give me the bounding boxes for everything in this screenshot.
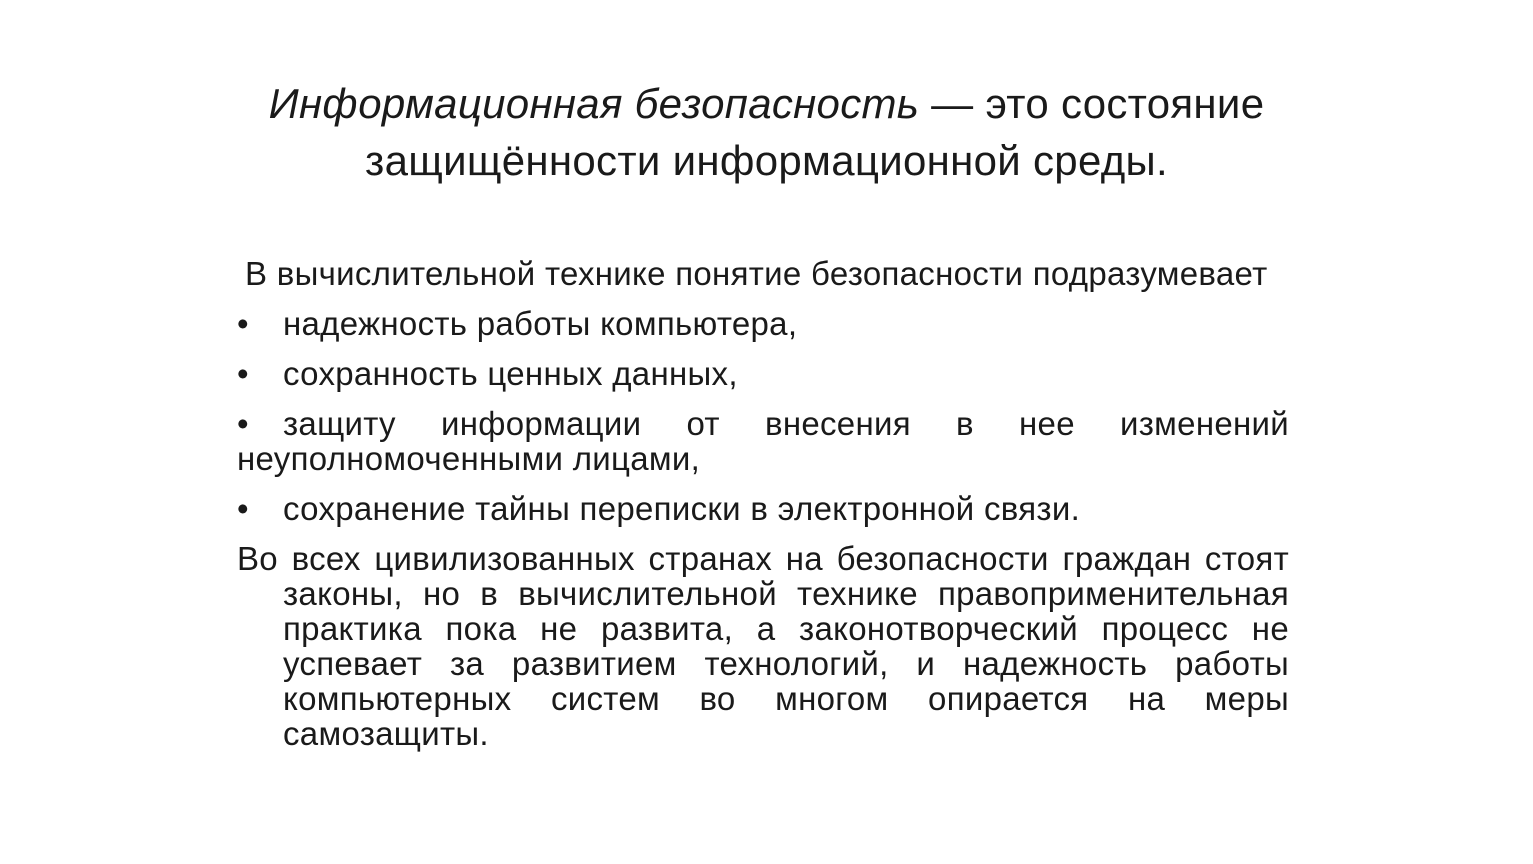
title-definition-line2: защищённости информационной среды. [365,137,1168,184]
list-item [237,306,1289,341]
list-item-text: сохранение тайны переписки в электронной связи. [283,490,1081,527]
title-term: Информационная безопасность [268,80,920,127]
list-item [237,356,1289,391]
list-item [237,491,1289,526]
title-definition-line1: — это состояние [919,80,1265,127]
list-item [237,406,1289,476]
bullet-marker: • [237,490,249,527]
closing-paragraph: Во всех цивилизованных странах на безопасности граждан стоят законы, но в вычислительной технике правоприменительная практика пока не развита, а законотворческий процесс не успевает за развитием технологий, и надежность работы компьютерных систем во многом опирается на меры самозащиты. [237,540,1289,752]
bullet-marker: • [237,305,249,342]
list-item-text: сохранность ценных данных, [283,355,738,392]
intro-paragraph: В вычислительной технике понятие безопасности подразумевает [245,255,1268,292]
list-item-text: защиту информации от внесения в нее изменений неуполномоченными лицами, [237,405,1289,477]
slide-body [237,256,1289,751]
list-item-text: надежность работы компьютера, [283,305,798,342]
bullet-marker: • [237,355,249,392]
bullet-marker: • [237,405,249,442]
slide-title [200,75,1333,189]
